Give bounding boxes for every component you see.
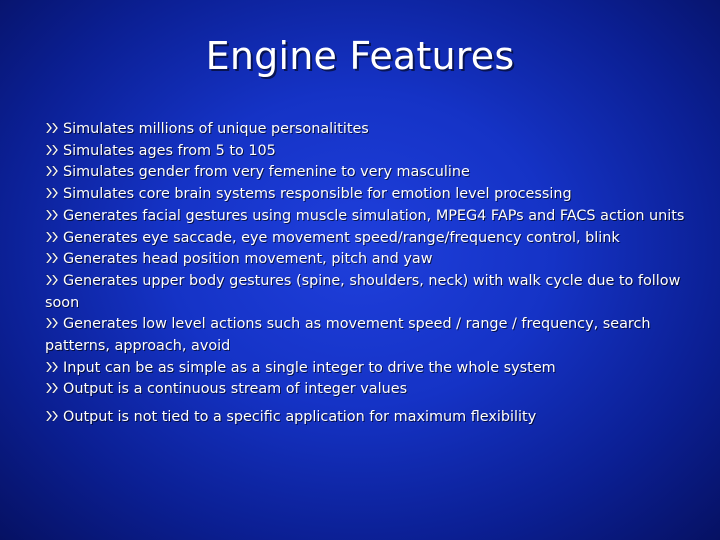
feature-text: Generates head position movement, pitch and yaw [63, 251, 433, 268]
feature-item [45, 379, 685, 401]
double-chevron-right-icon [45, 382, 60, 394]
feature-text: Generates eye saccade, eye movement speed/range/frequency control, blink [63, 229, 620, 246]
feature-item [45, 141, 685, 163]
slide-title: Engine Features [205, 34, 515, 78]
feature-text: Simulates core brain systems responsible for emotion level processing [63, 186, 572, 203]
feature-item [45, 249, 685, 271]
feature-text: Generates upper body gestures (spine, shoulders, neck) with walk cycle due to follow soon [45, 272, 681, 311]
double-chevron-right-icon [45, 252, 60, 264]
feature-item [45, 358, 685, 380]
double-chevron-right-icon [45, 165, 60, 177]
feature-text: Generates low level actions such as movement speed / range / frequency, search patterns, approach, avoid [45, 316, 651, 355]
feature-list [45, 119, 685, 429]
double-chevron-right-icon [45, 361, 60, 373]
feature-text: Simulates ages from 5 to 105 [63, 142, 276, 159]
double-chevron-right-icon [45, 144, 60, 156]
feature-text: Output is not tied to a specific application for maximum flexibility [63, 409, 537, 426]
double-chevron-right-icon [45, 122, 60, 134]
feature-item [45, 407, 685, 429]
feature-item [45, 162, 685, 184]
feature-text: Simulates gender from very femenine to very masculine [63, 164, 470, 181]
feature-item [45, 271, 685, 314]
feature-text: Input can be as simple as a single integer to drive the whole system [63, 359, 556, 376]
double-chevron-right-icon [45, 410, 60, 422]
feature-item [45, 314, 685, 357]
feature-text: Simulates millions of unique personalitites [63, 121, 369, 137]
feature-text: Generates facial gestures using muscle simulation, MPEG4 FAPs and FACS action units [63, 207, 685, 224]
double-chevron-right-icon [45, 187, 60, 199]
double-chevron-right-icon [45, 317, 60, 329]
double-chevron-right-icon [45, 209, 60, 221]
feature-item [45, 184, 685, 206]
feature-item [45, 228, 685, 250]
feature-text: Output is a continuous stream of integer values [63, 381, 408, 398]
feature-item [45, 206, 685, 228]
double-chevron-right-icon [45, 231, 60, 243]
feature-item [45, 119, 685, 141]
double-chevron-right-icon [45, 274, 60, 286]
